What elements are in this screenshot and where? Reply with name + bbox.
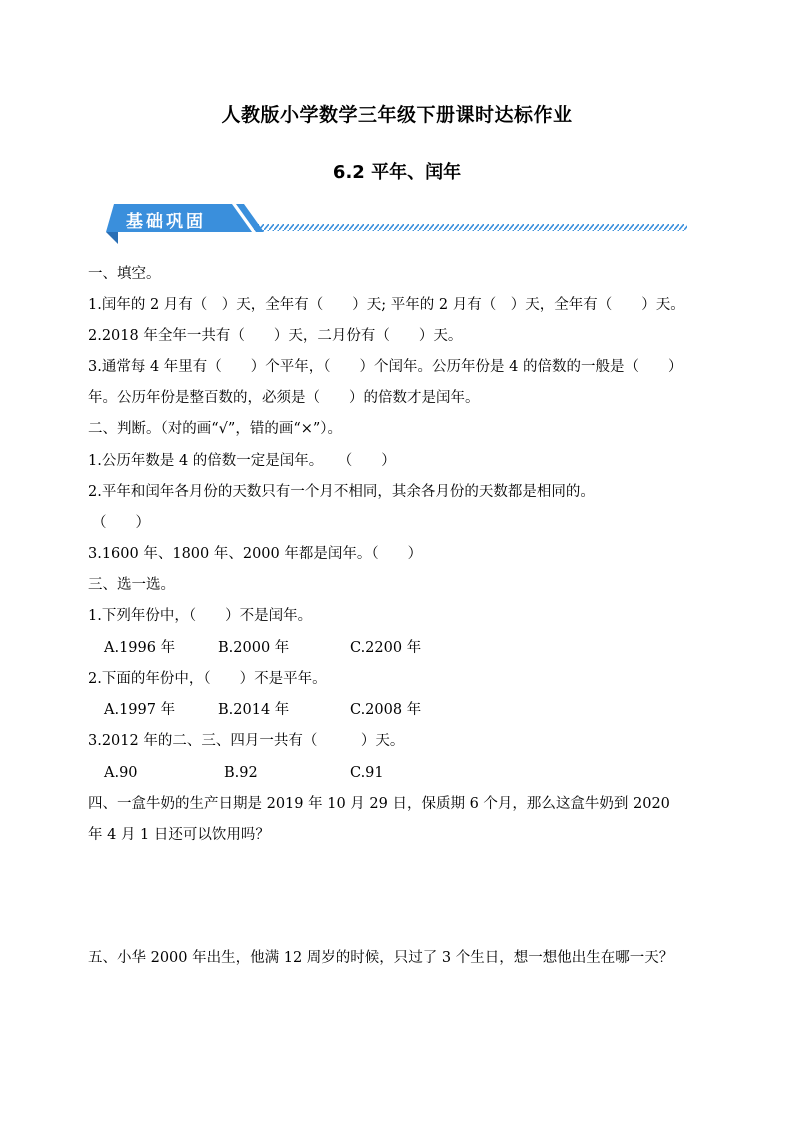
q2-option-a: A.1997 年 — [104, 702, 176, 718]
q3-option-c: C.91 — [350, 765, 384, 781]
section1-q3-line2: 年。公历年份是整百数的，必须是（ ）的倍数才是闰年。 — [88, 390, 480, 406]
section2-q1: 1.公历年数是 4 的倍数一定是闰年。 （ ） — [88, 453, 396, 469]
q3-option-a: A.90 — [104, 765, 138, 781]
section3-q3: 3.2012 年的二、三、四月一共有（ ）天。 — [88, 733, 405, 749]
q2-option-b: B.2014 年 — [218, 702, 290, 718]
section1-q3-line1: 3.通常每 4 年里有（ ）个平年，（ ）个闰年。公历年份是 4 的倍数的一般是（ ） — [88, 359, 683, 375]
section4-line2: 年 4 月 1 日还可以饮用吗？ — [88, 827, 270, 843]
q1-option-a: A.1996 年 — [104, 640, 176, 656]
section3-q1: 1.下列年份中，（ ）不是闰年。 — [88, 608, 313, 624]
q1-option-b: B.2000 年 — [218, 640, 290, 656]
banner-label: 基础巩固 — [126, 212, 206, 232]
q3-option-b: B.92 — [224, 765, 258, 781]
banner-hatch-line — [254, 224, 687, 231]
section3-heading: 三、选一选。 — [88, 577, 175, 593]
section-banner — [104, 200, 694, 246]
section1-q1: 1.闰年的 2 月有（ ）天，全年有（ ）天; 平年的 2 月有（ ）天，全年有（ ）天。 — [88, 297, 685, 313]
section2-q3: 3.1600 年、1800 年、2000 年都是闰年。（ ） — [88, 546, 423, 562]
section3-q2: 2.下面的年份中，（ ）不是平年。 — [88, 671, 327, 687]
lesson-subtitle: 6.2 平年、闰年 — [332, 162, 462, 183]
q1-option-c: C.2200 年 — [350, 640, 422, 656]
section1-q2: 2.2018 年全年一共有（ ）天，二月份有（ ）天。 — [88, 328, 463, 344]
section4-line1: 四、一盒牛奶的生产日期是 2019 年 10 月 29 日，保质期 6 个月，那么这盒牛奶到 2020 — [88, 796, 670, 812]
page-title: 人教版小学数学三年级下册课时达标作业 — [221, 104, 573, 126]
section5-line1: 五、小华 2000 年出生，他满 12 周岁的时候，只过了 3 个生日，想一想他出生在哪一天？ — [88, 950, 674, 966]
section2-q2-line2: （ ） — [92, 515, 150, 531]
section1-heading: 一、填空。 — [88, 266, 161, 282]
section2-heading: 二、判断。（对的画“√”，错的画“×”）。 — [88, 421, 343, 437]
banner-tail — [106, 232, 118, 244]
q2-option-c: C.2008 年 — [350, 702, 422, 718]
section2-q2-line1: 2.平年和闰年各月份的天数只有一个月不相同，其余各月份的天数都是相同的。 — [88, 484, 595, 500]
